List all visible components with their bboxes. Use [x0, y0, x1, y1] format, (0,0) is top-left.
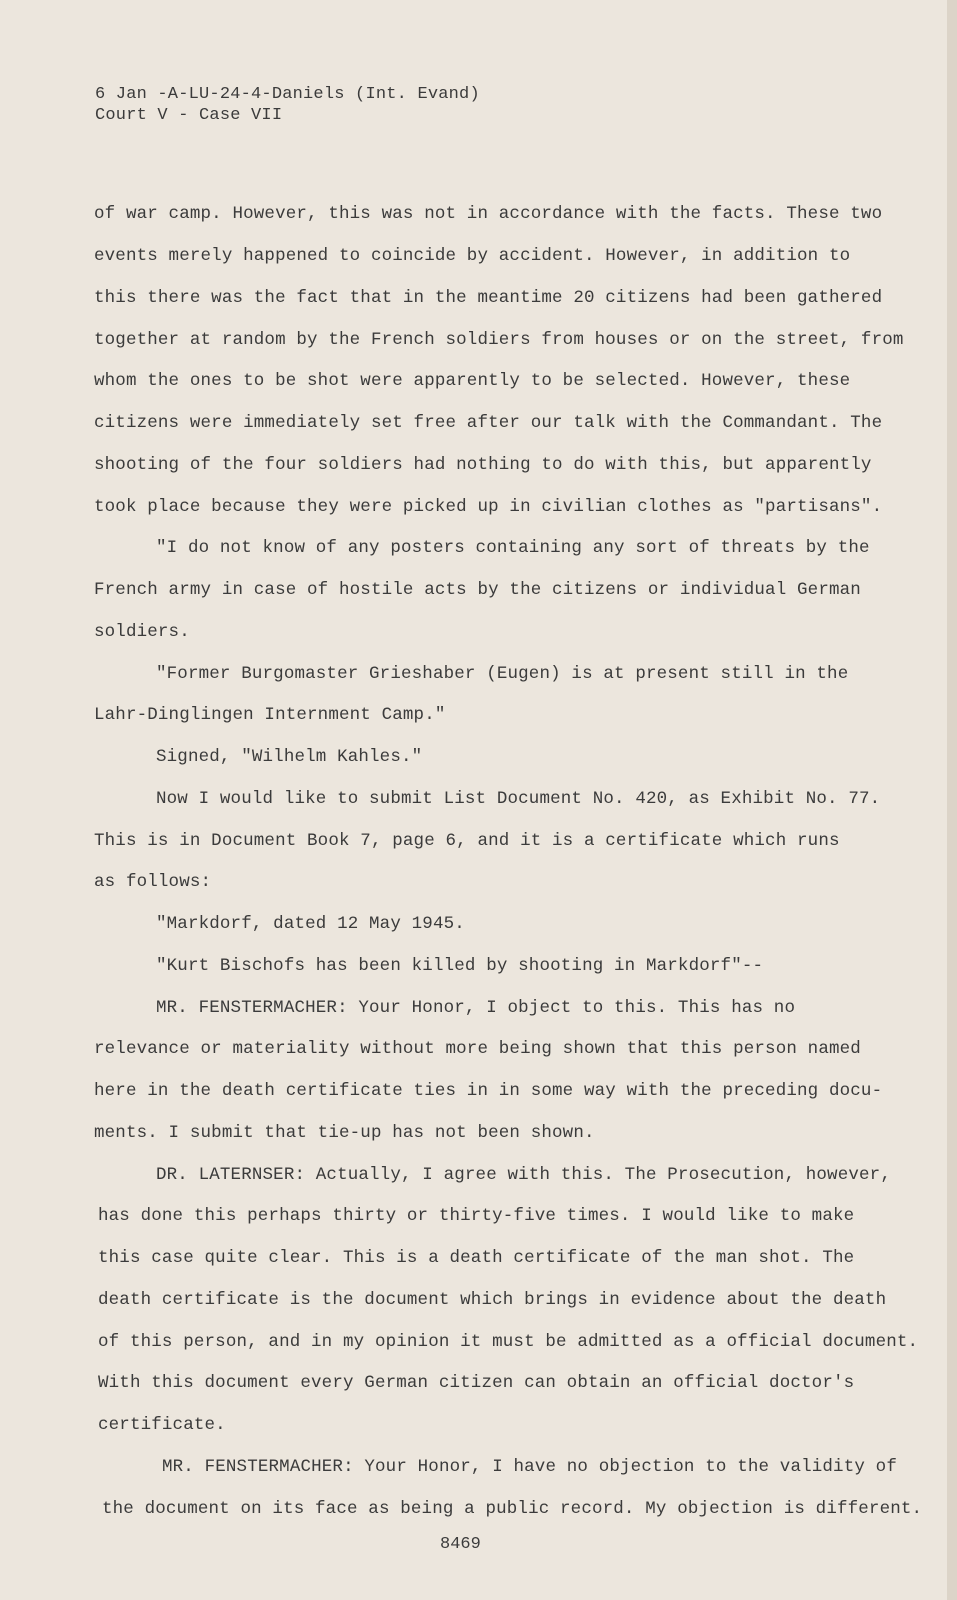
- body-line: certificate.: [98, 1415, 226, 1435]
- speaker-line: MR. FENSTERMACHER: Your Honor, I have no objection to the validity of: [162, 1457, 897, 1477]
- page-number: 8469: [440, 1535, 481, 1554]
- body-line: of war camp. However, this was not in accordance with the facts. These two: [94, 204, 883, 224]
- body-line: the document on its face as being a public record. My objection is different.: [102, 1499, 923, 1519]
- body-line: Lahr-Dinglingen Internment Camp.": [94, 705, 446, 725]
- body-line: This is in Document Book 7, page 6, and it is a certificate which runs: [94, 831, 840, 851]
- body-line: death certificate is the document which brings in evidence about the death: [98, 1290, 887, 1310]
- body-line: soldiers.: [94, 622, 190, 642]
- body-line: together at random by the French soldiers from houses or on the street, from: [94, 330, 904, 350]
- body-line: shooting of the four soldiers had nothing to do with this, but apparently: [94, 455, 872, 475]
- body-line: as follows:: [94, 872, 212, 892]
- body-line: of this person, and in my opinion it must be admitted as a official document.: [98, 1332, 919, 1352]
- body-line: French army in case of hostile acts by the citizens or individual German: [94, 580, 861, 600]
- body-line: took place because they were picked up in civilian clothes as "partisans".: [94, 497, 883, 517]
- body-line: "I do not know of any posters containing any sort of threats by the: [156, 538, 870, 558]
- body-line: Now I would like to submit List Document No. 420, as Exhibit No. 77.: [156, 789, 881, 809]
- body-line: this there was the fact that in the meantime 20 citizens had been gathered: [94, 288, 883, 308]
- body-line: With this document every German citizen can obtain an official doctor's: [98, 1373, 855, 1393]
- quoted-line: "Markdorf, dated 12 May 1945.: [156, 914, 465, 934]
- body-line: citizens were immediately set free after our talk with the Commandant. The: [94, 413, 883, 433]
- speaker-line: DR. LATERNSER: Actually, I agree with this. The Prosecution, however,: [156, 1165, 891, 1185]
- header-court-case: Court V - Case VII: [95, 106, 283, 125]
- body-line: here in the death certificate ties in in some way with the preceding docu-: [94, 1081, 883, 1101]
- document-header: [95, 84, 480, 126]
- signature-line: Signed, "Wilhelm Kahles.": [156, 747, 423, 767]
- speaker-line: MR. FENSTERMACHER: Your Honor, I object to this. This has no: [156, 998, 796, 1018]
- body-line: has done this perhaps thirty or thirty-five times. I would like to make: [98, 1206, 855, 1226]
- body-line: whom the ones to be shot were apparently to be selected. However, these: [94, 371, 851, 391]
- quoted-line: "Kurt Bischofs has been killed by shooting in Markdorf"--: [156, 956, 764, 976]
- body-line: events merely happened to coincide by accident. However, in addition to: [94, 246, 851, 266]
- body-line: ments. I submit that tie-up has not been shown.: [94, 1123, 595, 1143]
- body-line: relevance or materiality without more being shown that this person named: [94, 1039, 861, 1059]
- body-line: "Former Burgomaster Grieshaber (Eugen) is at present still in the: [156, 664, 849, 684]
- header-case-reference: 6 Jan -A-LU-24-4-Daniels (Int. Evand): [95, 85, 480, 104]
- body-line: this case quite clear. This is a death certificate of the man shot. The: [98, 1248, 855, 1268]
